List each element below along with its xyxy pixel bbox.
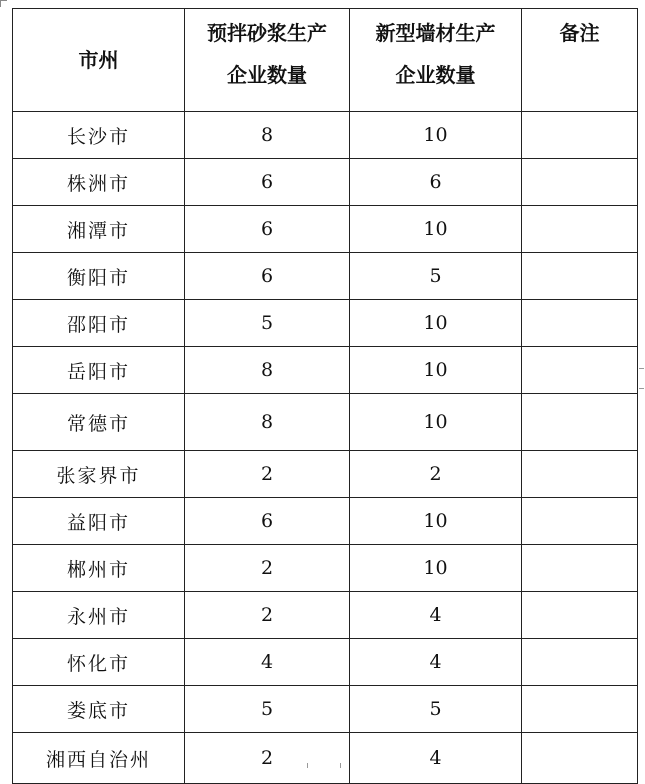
cell-wall-count: 4 [350,592,522,639]
cell-city: 娄底市 [13,686,185,733]
header-wall-line1: 新型墙材生产 [375,21,496,45]
cell-city: 常德市 [13,394,185,451]
cell-remark [522,159,638,206]
cell-remark [522,451,638,498]
table-row [13,112,638,159]
cell-remark [522,498,638,545]
header-wall-line2: 企业数量 [395,63,476,87]
cell-city: 株洲市 [13,159,185,206]
side-edge-mark [639,368,644,369]
cell-remark [522,112,638,159]
table-row [13,159,638,206]
cell-remark [522,592,638,639]
cell-city: 益阳市 [13,498,185,545]
cell-city: 长沙市 [13,112,185,159]
table-row [13,733,638,784]
table-row [13,253,638,300]
table-header-row [13,9,638,112]
cell-mortar-count: 2 [185,592,350,639]
cell-remark [522,300,638,347]
cell-mortar-count: 4 [185,639,350,686]
enterprise-count-table [12,8,638,784]
table-row [13,639,638,686]
header-mortar-line2: 企业数量 [227,63,307,87]
table-row [13,300,638,347]
header-wall-count [350,9,522,112]
header-mortar-count [185,9,350,112]
cell-wall-count: 10 [350,347,522,394]
cell-mortar-count: 2 [185,451,350,498]
cell-remark [522,639,638,686]
cell-city: 岳阳市 [13,347,185,394]
cell-city: 永州市 [13,592,185,639]
cell-city: 张家界市 [13,451,185,498]
cell-mortar-count: 2 [185,545,350,592]
cell-wall-count: 10 [350,394,522,451]
cell-mortar-count: 6 [185,498,350,545]
cell-wall-count: 4 [350,733,522,784]
page-corner-mark [0,0,7,7]
cell-wall-count: 10 [350,112,522,159]
cell-mortar-count: 5 [185,686,350,733]
table-row [13,206,638,253]
header-city: 市州 [13,9,185,112]
cell-mortar-count: 6 [185,159,350,206]
cell-mortar-count: 8 [185,347,350,394]
header-mortar-line1: 预拌砂浆生产 [207,21,327,45]
cell-mortar-count: 2 [185,733,350,784]
cell-wall-count: 10 [350,498,522,545]
cell-remark [522,545,638,592]
cell-mortar-count: 8 [185,112,350,159]
cell-city: 邵阳市 [13,300,185,347]
cell-wall-count: 10 [350,206,522,253]
table-body [13,112,638,784]
cell-city: 衡阳市 [13,253,185,300]
cell-mortar-count: 6 [185,253,350,300]
table-row [13,545,638,592]
cell-mortar-count: 5 [185,300,350,347]
cell-remark [522,253,638,300]
cell-city: 湘西自治州 [13,733,185,784]
cell-wall-count: 5 [350,686,522,733]
cell-mortar-count: 6 [185,206,350,253]
cell-wall-count: 5 [350,253,522,300]
table-row [13,686,638,733]
cell-wall-count: 6 [350,159,522,206]
cell-wall-count: 10 [350,545,522,592]
side-edge-mark [639,388,644,389]
table-row [13,451,638,498]
cell-remark [522,686,638,733]
cell-city: 湘潭市 [13,206,185,253]
cell-remark [522,394,638,451]
cell-remark [522,347,638,394]
cell-remark [522,733,638,784]
table-row [13,394,638,451]
cell-remark [522,206,638,253]
table-row [13,347,638,394]
table-row [13,592,638,639]
header-remark: 备注 [522,9,638,112]
cell-wall-count: 4 [350,639,522,686]
cell-city: 怀化市 [13,639,185,686]
cell-city: 郴州市 [13,545,185,592]
cell-wall-count: 10 [350,300,522,347]
table-row [13,498,638,545]
cell-mortar-count: 8 [185,394,350,451]
cell-wall-count: 2 [350,451,522,498]
